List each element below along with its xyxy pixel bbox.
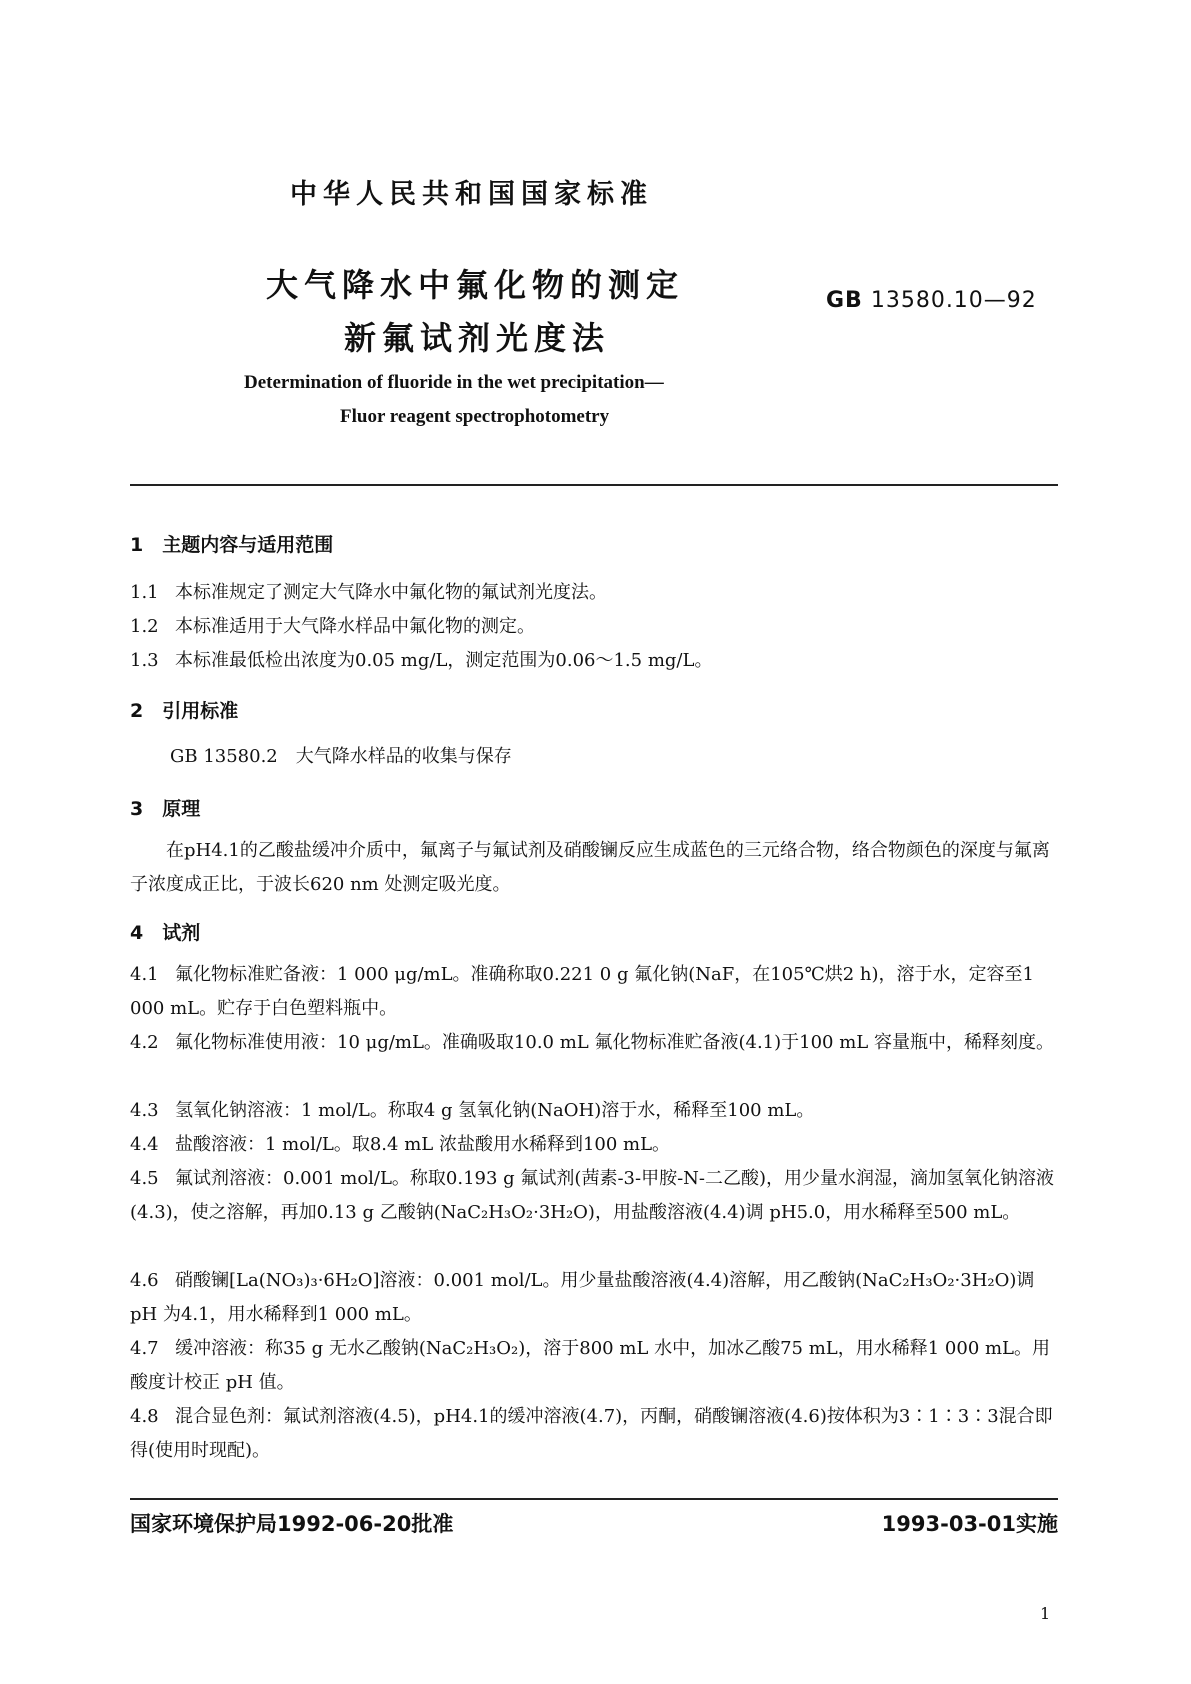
clause-text: 氟化物标准贮备液：1 000 μg/mL。准确称取0.221 0 g 氟化钠(NaF，在105℃烘2 h)，溶于水，定容至1 000 mL。贮存于白色塑料瓶中。 bbox=[130, 964, 1034, 1019]
clause-number: 4.4 bbox=[130, 1134, 159, 1155]
section-1-heading: 1 主题内容与适用范围 bbox=[130, 534, 334, 556]
clause-number: 4.3 bbox=[130, 1100, 159, 1121]
page-number: 1 bbox=[1040, 1604, 1051, 1623]
clause-4-5 bbox=[130, 1162, 1058, 1230]
clause-1-3 bbox=[130, 644, 1058, 678]
clause-number: 4.1 bbox=[130, 964, 159, 985]
clause-4-1 bbox=[130, 958, 1058, 1026]
english-title-line-1: Determination of fluoride in the wet precipitation— bbox=[244, 372, 664, 393]
clause-text: 本标准规定了测定大气降水中氟化物的氟试剂光度法。 bbox=[175, 582, 607, 603]
clause-text: 本标准适用于大气降水样品中氟化物的测定。 bbox=[175, 616, 535, 637]
title-line-1: 大气降水中氟化物的测定 bbox=[266, 266, 685, 304]
clause-number: 4.6 bbox=[130, 1270, 159, 1291]
clause-4-8 bbox=[130, 1400, 1058, 1468]
clause-1-1 bbox=[130, 576, 1058, 610]
english-title-line-2: Fluor reagent spectrophotometry bbox=[340, 406, 610, 427]
clause-number: 4.2 bbox=[130, 1032, 159, 1053]
clause-number: 1.3 bbox=[130, 650, 159, 671]
clause-number: 4.7 bbox=[130, 1338, 159, 1359]
principle-text: 在pH4.1的乙酸盐缓冲介质中，氟离子与氟试剂及硝酸镧反应生成蓝色的三元络合物，络合物颜色的深度与氟离子浓度成正比，于波长620 nm 处测定吸光度。 bbox=[130, 840, 1050, 895]
section-4-heading: 4 试剂 bbox=[130, 922, 201, 944]
clause-number: 1.2 bbox=[130, 616, 159, 637]
gb-prefix: GB bbox=[826, 288, 863, 313]
clause-text: 氟化物标准使用液：10 μg/mL。准确吸取10.0 mL 氟化物标准贮备液(4.1)于100 mL 容量瓶中，稀释刻度。 bbox=[175, 1032, 1054, 1053]
clause-4-4 bbox=[130, 1128, 1058, 1162]
title-line-2: 新氟试剂光度法 bbox=[344, 319, 611, 357]
clause-4-7 bbox=[130, 1332, 1058, 1400]
effective-date: 1993-03-01实施 bbox=[881, 1512, 1058, 1536]
section-2-heading: 2 引用标准 bbox=[130, 700, 239, 722]
clause-text: 氢氧化钠溶液：1 mol/L。称取4 g 氢氧化钠(NaOH)溶于水，稀释至100 mL。 bbox=[175, 1100, 815, 1121]
standard-name: 中华人民共和国国家标准 bbox=[290, 179, 653, 210]
clause-1-2 bbox=[130, 610, 1058, 644]
clause-number: 1.1 bbox=[130, 582, 159, 603]
clause-4-3 bbox=[130, 1094, 1058, 1128]
gb-number: 13580.10—92 bbox=[870, 288, 1037, 313]
header-divider bbox=[130, 484, 1058, 486]
clause-number: 4.5 bbox=[130, 1168, 159, 1189]
clause-text: 氟试剂溶液：0.001 mol/L。称取0.193 g 氟试剂(茜素-3-甲胺-N-二乙酸)，用少量水润湿，滴加氢氧化钠溶液(4.3)，使之溶解，再加0.13 g 乙酸钠(NaC₂H₃O₂·3H₂O)，用盐酸溶液(4.4)调 pH5.0，用水稀释至500 mL。 bbox=[130, 1168, 1054, 1223]
footer-divider bbox=[130, 1498, 1058, 1500]
clause-4-6 bbox=[130, 1264, 1058, 1332]
reference-standard: GB 13580.2 大气降水样品的收集与保存 bbox=[170, 746, 512, 767]
clause-text: 硝酸镧[La(NO₃)₃·6H₂O]溶液：0.001 mol/L。用少量盐酸溶液(4.4)溶解，用乙酸钠(NaC₂H₃O₂·3H₂O)调 pH 为4.1，用水稀释到1 000 mL。 bbox=[130, 1270, 1035, 1325]
clause-text: 混合显色剂：氟试剂溶液(4.5)，pH4.1的缓冲溶液(4.7)，丙酮，硝酸镧溶液(4.6)按体积为3∶1∶3∶3混合即得(使用时现配)。 bbox=[130, 1406, 1053, 1461]
gb-code bbox=[826, 288, 1037, 313]
clause-number: 4.8 bbox=[130, 1406, 159, 1427]
clause-text: 本标准最低检出浓度为0.05 mg/L，测定范围为0.06～1.5 mg/L。 bbox=[175, 650, 713, 671]
clause-text: 缓冲溶液：称35 g 无水乙酸钠(NaC₂H₃O₂)，溶于800 mL 水中，加冰乙酸75 mL，用水稀释1 000 mL。用酸度计校正 pH 值。 bbox=[130, 1338, 1051, 1393]
section-3-heading: 3 原理 bbox=[130, 798, 201, 820]
approval-date: 国家环境保护局1992-06-20批准 bbox=[130, 1512, 454, 1536]
clause-text: 盐酸溶液：1 mol/L。取8.4 mL 浓盐酸用水稀释到100 mL。 bbox=[175, 1134, 671, 1155]
clause-4-2 bbox=[130, 1026, 1058, 1060]
